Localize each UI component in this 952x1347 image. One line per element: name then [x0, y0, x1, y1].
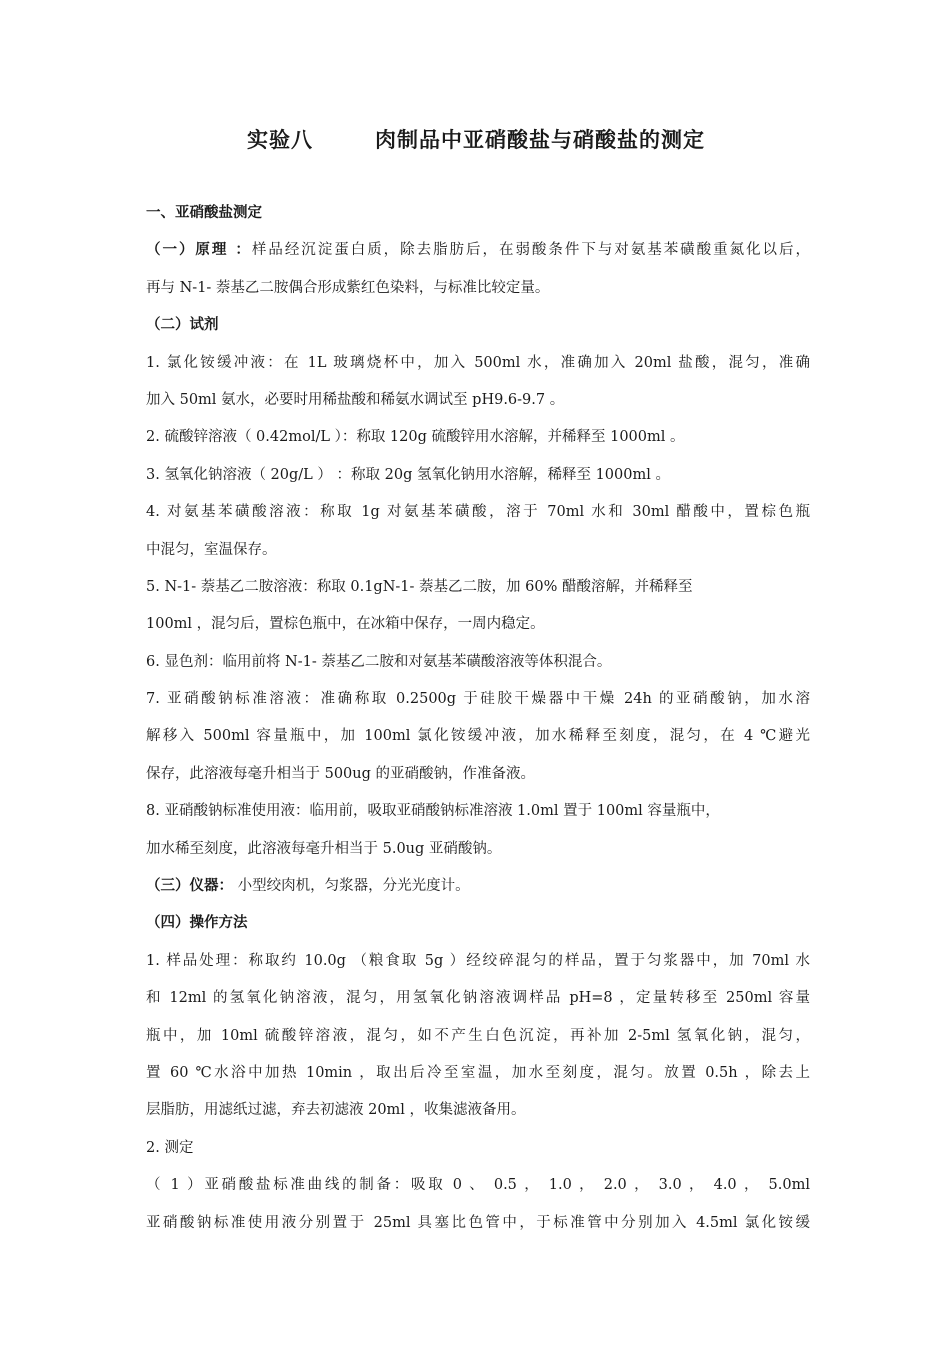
method-2-1-line-1: （ 1 ）亚硝酸盐标准曲线的制备：吸取 0 、 0.5 ， 1.0 ， 2.0 ， 3.0 ， 4.0 ， 5.0ml: [146, 1177, 810, 1194]
reagent-7-line-2: 解移入 500ml 容量瓶中，加 100ml 氯化铵缓冲液，加水稀释至刻度，混匀，在 4 ℃避光: [146, 728, 810, 745]
instruments-line: [146, 871, 810, 908]
method-1-line-2: 和 12ml 的氢氧化钠溶液，混匀，用氢氧化钠溶液调样品 pH=8 ，定量转移至 250ml 容量: [146, 990, 810, 1007]
method-1-line-4: 置 60 ℃水浴中加热 10min ，取出后冷至室温，加水至刻度，混匀。放置 0.5h ，除去上: [146, 1064, 810, 1081]
reagent-3: 3. 氢氧化钠溶液（ 20g/L ） ：称取 20g 氢氧化钠用水溶解，稀释至 1000ml 。: [146, 466, 670, 483]
reagent-5-line-2: 100ml ，混匀后，置棕色瓶中，在冰箱中保存，一周内稳定。: [146, 616, 545, 633]
method-2-heading: 2. 测定: [146, 1139, 194, 1156]
instruments-text: 小型绞肉机，匀浆器，分光光度计。: [233, 878, 470, 895]
reagent-4-line-2: 中混匀，室温保存。: [146, 541, 277, 558]
principle-line-1: [146, 235, 810, 272]
reagent-2: 2. 硫酸锌溶液（ 0.42mol/L ）：称取 120g 硫酸锌用水溶解，并稀释至 1000ml 。: [146, 429, 685, 446]
method-heading: （四）操作方法: [146, 914, 248, 932]
instruments-label: （三）仪器：: [146, 877, 233, 895]
principle-line-2: 再与 N-1- 萘基乙二胺偶合形成紫红色染料，与标准比较定量。: [146, 279, 550, 296]
method-1-line-1: 1. 样品处理：称取约 10.0g （粮食取 5g ）经绞碎混匀的样品，置于匀浆器中，加 70ml 水: [146, 952, 810, 969]
title-experiment-name: 肉制品中亚硝酸盐与硝酸盐的测定: [375, 127, 705, 152]
reagent-1-line-1: 1. 氯化铵缓冲液：在 1L 玻璃烧杯中，加入 500ml 水，准确加入 20ml 盐酸，混匀，准确: [146, 354, 810, 371]
reagent-6: 6. 显色剂：临用前将 N-1- 萘基乙二胺和对氨基苯磺酸溶液等体积混合。: [146, 653, 612, 670]
reagent-7-line-3: 保存，此溶液每毫升相当于 500ug 的亚硝酸钠，作准备液。: [146, 765, 536, 782]
reagent-5-line-1: 5. N-1- 萘基乙二胺溶液：称取 0.1gN-1- 萘基乙二胺，加 60% 醋酸溶解，并稀释至: [146, 578, 693, 595]
method-1-line-5: 层脂肪，用滤纸过滤，弃去初滤液 20ml ，收集滤液备用。: [146, 1102, 526, 1119]
reagent-4-line-1: 4. 对氨基苯磺酸溶液：称取 1g 对氨基苯磺酸，溶于 70ml 水和 30ml 醋酸中，置棕色瓶: [146, 504, 810, 521]
method-2-1-line-2: 亚硝酸钠标准使用液分别置于 25ml 具塞比色管中，于标准管中分别加入 4.5ml 氯化铵缓: [146, 1214, 810, 1231]
reagent-1-line-2: 加入 50ml 氨水，必要时用稀盐酸和稀氨水调试至 pH9.6-9.7 。: [146, 391, 565, 408]
section-heading-nitrite: 一、亚硝酸盐测定: [146, 204, 262, 221]
reagent-8-line-1: 8. 亚硝酸钠标准使用液：临用前，吸取亚硝酸钠标准溶液 1.0ml 置于 100ml 容量瓶中，: [146, 803, 720, 820]
principle-label: （一）原理 ：: [146, 241, 252, 259]
title-experiment-number: 实验八: [247, 127, 313, 152]
principle-text-1: 样品经沉淀蛋白质，除去脂肪后，在弱酸条件下与对氨基苯磺酸重氮化以后，: [251, 242, 810, 259]
method-1-line-3: 瓶中，加 10ml 硫酸锌溶液，混匀，如不产生白色沉淀，再补加 2-5ml 氢氧化钠，混匀，: [146, 1027, 810, 1044]
reagent-8-line-2: 加水稀至刻度，此溶液每毫升相当于 5.0ug 亚硝酸钠。: [146, 840, 502, 857]
reagents-heading: （二）试剂: [146, 316, 219, 334]
document-body: [146, 198, 810, 1245]
page-title: [0, 124, 952, 154]
reagent-7-line-1: 7. 亚硝酸钠标准溶液：准确称取 0.2500g 于硅胶干燥器中干燥 24h 的亚硝酸钠，加水溶: [146, 691, 810, 708]
